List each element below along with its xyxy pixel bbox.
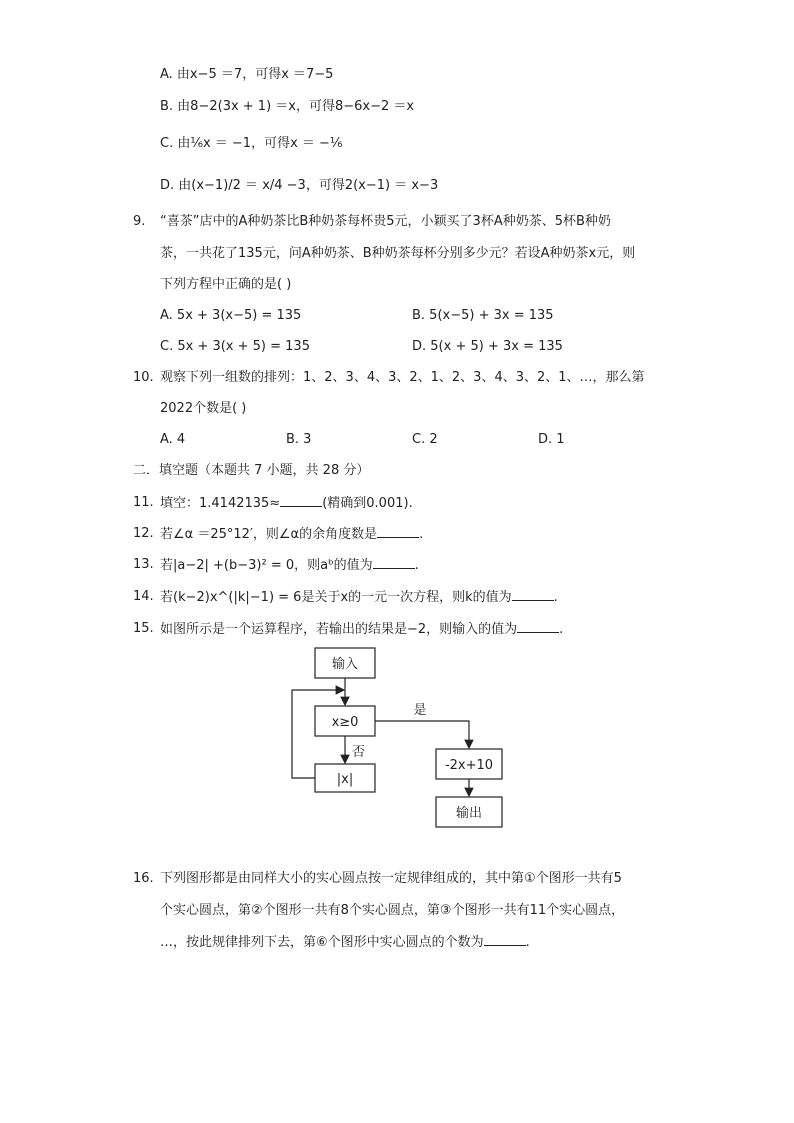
answer-blank [373,556,415,569]
q11-number: 11. [133,495,154,510]
q9-option-b: B. 5(x−5) + 3x = 135 [412,308,554,323]
q16-number: 16. [133,871,154,886]
q15-text-after: . [559,622,564,637]
q14-text-before: 若(k−2)x^(|k|−1) = 6是关于x的一元一次方程，则k的值为 [160,590,512,605]
answer-blank [280,494,322,507]
q13-text [160,556,419,575]
q10-option-d: D. 1 [538,432,565,447]
arrow-loop-back [292,690,344,778]
q8-option-c: C. 由⅙x ＝ −1，可得x ＝ −⅙ [160,136,343,151]
flowchart-input-label: 输入 [331,657,359,672]
q10-option-b: B. 3 [286,432,312,447]
condition-box [315,706,375,736]
q8-option-b: B. 由8−2(3x + 1) ＝x，可得8−6x−2 ＝x [160,99,415,114]
answer-blank [512,588,554,601]
section-heading: 二．填空题（本题共 7 小题，共 28 分） [133,463,370,478]
q9-text-line1: “喜茶”店中的A种奶茶比B种奶茶每杯贵5元，小颖买了3杯A种奶茶、5杯B种奶 [160,214,611,229]
answer-blank [517,620,559,633]
formula-box [436,749,502,779]
q16-text-line3-before: …，按此规律排列下去，第⑥个图形中实心圆点的个数为 [160,935,484,950]
q8-option-d: D. 由(x−1)/2 ＝ x/4 −3，可得2(x−1) ＝ x−3 [160,178,439,193]
q10-option-a: A. 4 [160,432,186,447]
q14-text-after: . [553,590,558,605]
q11-text-before: 填空：1.4142135≈ [160,496,281,511]
q9-number: 9. [133,214,146,229]
q11-text [160,494,413,513]
q13-text-after: . [414,558,419,573]
flowchart-formula-label: -2x+10 [444,758,494,773]
q9-option-d: D. 5(x + 5) + 3x = 135 [412,339,563,354]
q13-text-before: 若|a−2| +(b−3)² = 0，则aᵇ的值为 [160,558,373,573]
output-box [436,797,502,827]
flowchart-no-label: 否 [352,745,366,760]
flowchart-yes-label: 是 [413,703,427,718]
q16-text-line3 [160,933,530,952]
q10-option-c: C. 2 [412,432,438,447]
flowchart-abs-label: |x| [336,772,354,787]
q16-text-line2: 个实心圆点，第②个图形一共有8个实心圆点，第③个图形一共有11个实心圆点， [160,903,625,918]
q16-text-line1: 下列图形都是由同样大小的实心圆点按一定规律组成的，其中第①个图形一共有5 [160,871,622,886]
q15-number: 15. [133,621,154,636]
answer-blank [377,525,419,538]
arrow-condition-to-formula [375,721,469,748]
abs-box [315,764,375,792]
q15-text [160,620,563,639]
q10-number: 10. [133,370,154,385]
q8-option-a: A. 由x−5 ＝7，可得x ＝7−5 [160,67,334,82]
q9-text-line3: 下列方程中正确的是( ) [160,277,292,292]
q10-text-line2: 2022个数是( ) [160,401,247,416]
q13-number: 13. [133,557,154,572]
q14-text [160,588,558,607]
q11-text-after: (精确到0.001). [322,496,413,511]
q15-text-before: 如图所示是一个运算程序，若输出的结果是−2，则输入的值为 [160,622,518,637]
q10-text-line1: 观察下列一组数的排列：1、2、3、4、3、2、1、2、3、4、3、2、1、…，那么第 [160,370,645,385]
q16-text-line3-after: . [525,935,530,950]
q9-option-a: A. 5x + 3(x−5) = 135 [160,308,302,323]
q9-text-line2: 茶，一共花了135元，问A种奶茶、B种奶茶每杯分别多少元？若设A种奶茶x元，则 [160,246,636,261]
answer-blank [484,933,526,946]
q12-text-after: . [419,527,424,542]
q14-number: 14. [133,589,154,604]
q12-text [160,525,423,544]
input-box [315,648,375,678]
q12-text-before: 若∠α ＝25°12′，则∠α的余角度数是 [160,527,378,542]
flowchart-output-label: 输出 [455,806,483,821]
q12-number: 12. [133,526,154,541]
q9-option-c: C. 5x + 3(x + 5) = 135 [160,339,310,354]
flowchart-condition-label: x≥0 [331,715,359,730]
